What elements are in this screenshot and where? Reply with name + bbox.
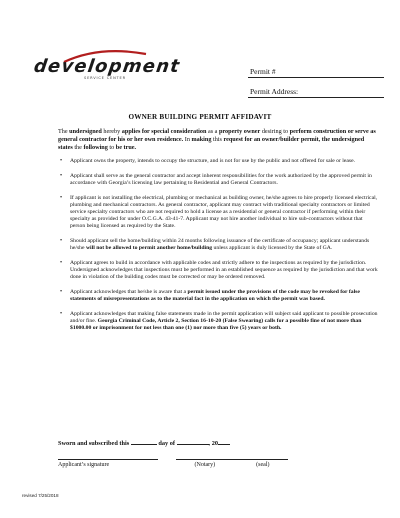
list-item: • Applicant agrees to build in accordance with applicable codes and strictly adhere to the inspections as required by the jurisdiction. Undersigned acknowledges that inspections must be performed in an established sequence as required by the jurisdiction and that work done in violation of the building codes must be corrected or may be ordered removed. [60,260,378,280]
intro-paragraph: The undersigned hereby applies for special consideration as a property owner desiring to perform construction or serve as general contractor for his or her own residence. In making this request for an owner/builder permit, the undersigned states the following to be true. [58,128,376,151]
list-item: • If applicant is not installing the electrical, plumbing or mechanical as building owner, he/she agrees to hire properly licensed electrical, plumbing and mechanical contractors. As general contractor, applicant may contract with traditional specialty contractors or limited service specialty contractors who are not required to hold a license as a residential or general contractor if performing within their specialty as provided for under O.C.G.A. 43-41-7. Applicant may not hire another individual to hire sub-contractors without that person being licensed as required by the State. [60,195,378,229]
seal-label: (seal) [256,462,270,468]
permit-number-field[interactable] [248,66,384,78]
year-blank[interactable] [218,438,230,445]
month-blank[interactable] [177,438,209,445]
notary-signature-line[interactable] [176,459,288,468]
bullet-icon: • [60,173,63,179]
list-item: • Applicant acknowledges that he/she is aware that a permit issued under the provisions of the code may be revoked for false statements of misrepresentations as to the material fact in the application on which the permit was based. [60,289,360,302]
conditions-list [60,158,378,340]
applicant-signature-label: Applicant’s signature [58,462,110,468]
permit-address-field[interactable] [248,86,384,98]
list-item: • Should applicant sell the home/building within 24 months following issuance of the certificate of occupancy; applicant understands he/she will not be allowed to permit another home/building unless applicant is duly licensed by the State of GA. [60,238,370,251]
bullet-icon: • [60,158,63,164]
logo-wordmark: development [32,56,182,77]
bullet-icon: • [60,289,63,295]
list-item: • Applicant shall serve as the general contractor and accept inherent responsibilities for the work authorized by the approved permit in accordance with Georgia’s licensing law pertaining to Residential and General Contractors. [60,173,372,186]
list-item: • Applicant acknowledges that making false statements made in the permit application will subject said applicant to possible prosecution and/or fine. Georgia Criminal Code, Article 2, Section 16-10-20 (False Swearing) calls for a possible fine of not more than $1000.00 or imprisonment for not less than one (1) nor more than five (5) years or both. [60,311,378,331]
development-logo [32,56,182,96]
bullet-icon: • [60,311,63,317]
bullet-icon: • [60,195,63,201]
list-item: • Applicant owns the property, intends to occupy the structure, and is not for use by the public and not offered for sale or lease. [60,158,356,164]
logo-subtitle: SERVICE CENTER [84,76,126,80]
day-blank[interactable] [131,438,157,445]
notary-label: (Notary) [194,462,216,468]
bullet-icon: • [60,238,63,244]
permit-info [248,66,384,106]
document-title: OWNER BUILDING PERMIT AFFIDAVIT [128,113,272,121]
permit-number-label: Permit # [250,67,276,76]
revision-date: revised 7/25/2018 [22,493,59,498]
permit-address-label: Permit Address: [250,87,299,96]
applicant-signature-line[interactable] [58,459,158,468]
sworn-statement: Sworn and subscribed this day of , 20 [58,438,230,447]
bullet-icon: • [60,260,63,266]
